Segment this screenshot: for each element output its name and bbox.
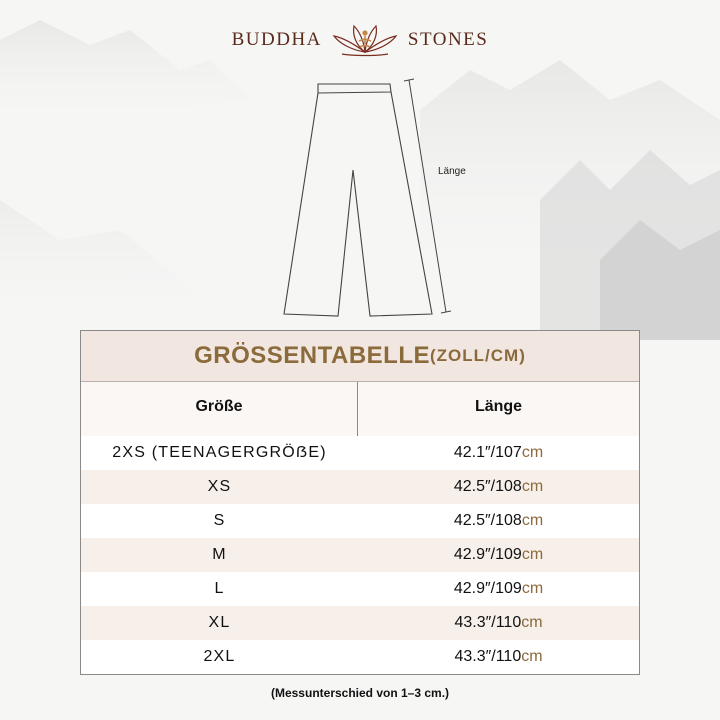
cm-unit: cm [521, 580, 544, 597]
table-title-unit: (ZOLL/CM) [430, 346, 526, 365]
size-cell: XL [208, 614, 231, 631]
table-header-row [81, 382, 639, 436]
length-cell [358, 614, 639, 632]
size-cell: M [212, 546, 227, 563]
cm-value: /108 [490, 512, 522, 529]
cm-unit: cm [521, 444, 544, 461]
size-cell: 2XL [203, 648, 236, 665]
table-row [81, 538, 639, 572]
cm-unit: cm [521, 478, 544, 495]
inch-value: 42.9″ [453, 546, 491, 563]
length-cell [358, 546, 639, 564]
size-cell: XS [207, 478, 232, 495]
header-size: Größe [81, 382, 358, 436]
length-measure-line [404, 79, 451, 313]
table-row [81, 470, 639, 504]
brand-name-left: BUDDHA [231, 29, 322, 50]
length-cell [358, 444, 639, 462]
size-cell: S [213, 512, 226, 529]
length-cell [358, 478, 639, 496]
length-cell [358, 512, 639, 530]
size-cell: 2XS (TEENAGERGRÖẞE) [112, 444, 327, 461]
length-cell [358, 580, 639, 598]
cm-value: /110 [491, 648, 522, 665]
measurement-note: (Messunterschied von 1–3 cm.) [270, 686, 450, 700]
cm-value: /109 [490, 580, 522, 597]
table-title-main: GRÖSSENTABELLE [194, 342, 431, 369]
table-row [81, 504, 639, 538]
table-row [81, 640, 639, 674]
inch-value: 42.5″ [453, 512, 491, 529]
cm-unit: cm [521, 614, 543, 631]
inch-value: 42.1″ [453, 444, 491, 461]
brand-name-right: STONES [407, 29, 489, 50]
cm-unit: cm [521, 546, 544, 563]
header-length: Länge [474, 398, 523, 415]
inch-value: 42.9″ [453, 580, 491, 597]
pants-diagram [0, 0, 720, 330]
inch-value: 43.3″ [454, 614, 492, 631]
length-label: Länge [438, 166, 466, 177]
cm-unit: cm [521, 648, 543, 665]
cm-value: /110 [491, 614, 522, 631]
cm-value: /107 [490, 444, 522, 461]
table-row [81, 572, 639, 606]
cm-value: /109 [490, 546, 522, 563]
length-cell [358, 648, 639, 666]
cm-unit: cm [521, 512, 544, 529]
inch-value: 42.5″ [453, 478, 491, 495]
size-table [80, 330, 640, 675]
size-cell: L [214, 580, 225, 597]
inch-value: 43.3″ [454, 648, 492, 665]
pants-outline-icon [284, 84, 432, 316]
cm-value: /108 [490, 478, 522, 495]
table-row [81, 436, 639, 470]
table-row [81, 606, 639, 640]
table-title [81, 330, 639, 382]
